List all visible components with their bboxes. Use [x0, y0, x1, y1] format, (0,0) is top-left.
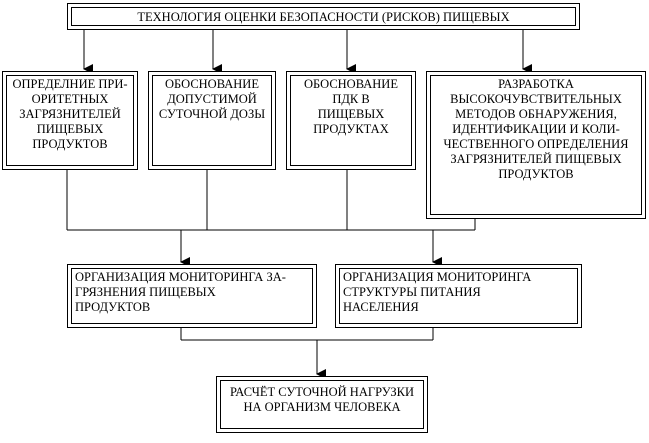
title-text: ТЕХНОЛОГИЯ ОЦЕНКИ БЕЗОПАСНОСТИ (РИСКОВ) ПИЩЕВЫХ	[71, 7, 576, 26]
box-daily-load	[216, 376, 428, 433]
box-detection-methods-text: РАЗРАБОТКА ВЫСОКОЧУВСТВИТЕЛЬНЫХ МЕТОДОВ ОБНАРУЖЕНИЯ, ИДЕНТИФИКАЦИИ И КОЛИ- ЧЕСТВЕННОГО ОПРЕДЕЛЕНИЯ ЗАГРЯЗНИТЕЛЕЙ ПИЩЕВЫХ ПРОДУКТОВ	[430, 75, 642, 215]
box-monitoring-diet	[335, 264, 582, 328]
box-priority-pollutants-text: ОПРЕДЕЛНИЕ ПРИ- ОРИТЕТНЫХ ЗАГРЯЗНИТЕЛЕЙ ПИЩЕВЫХ ПРОДУКТОВ	[6, 75, 134, 166]
box-detection-methods	[426, 71, 646, 219]
title-box	[67, 3, 580, 30]
box-mac-justification	[286, 71, 416, 170]
box-allowable-dose	[148, 71, 276, 170]
box-monitoring-pollution-text: ОРГАНИЗАЦИЯ МОНИТОРИНГА ЗА- ГРЯЗНЕНИЯ ПИЩЕВЫХ ПРОДУКТОВ	[71, 268, 313, 324]
box-priority-pollutants	[2, 71, 138, 170]
box-monitoring-pollution	[67, 264, 317, 328]
box-mac-justification-text: ОБОСНОВАНИЕ ПДК В ПИЩЕВЫХ ПРОДУКТАХ	[290, 75, 412, 166]
box-allowable-dose-text: ОБОСНОВАНИЕ ДОПУСТИМОЙ СУТОЧНОЙ ДОЗЫ	[152, 75, 272, 166]
box-daily-load-text: РАСЧЁТ СУТОЧНОЙ НАГРУЗКИ НА ОРГАНИЗМ ЧЕЛОВЕКА	[220, 380, 424, 429]
box-monitoring-diet-text: ОРГАНИЗАЦИЯ МОНИТОРИНГА СТРУКТУРЫ ПИТАНИЯ НАСЕЛЕНИЯ	[339, 268, 578, 324]
